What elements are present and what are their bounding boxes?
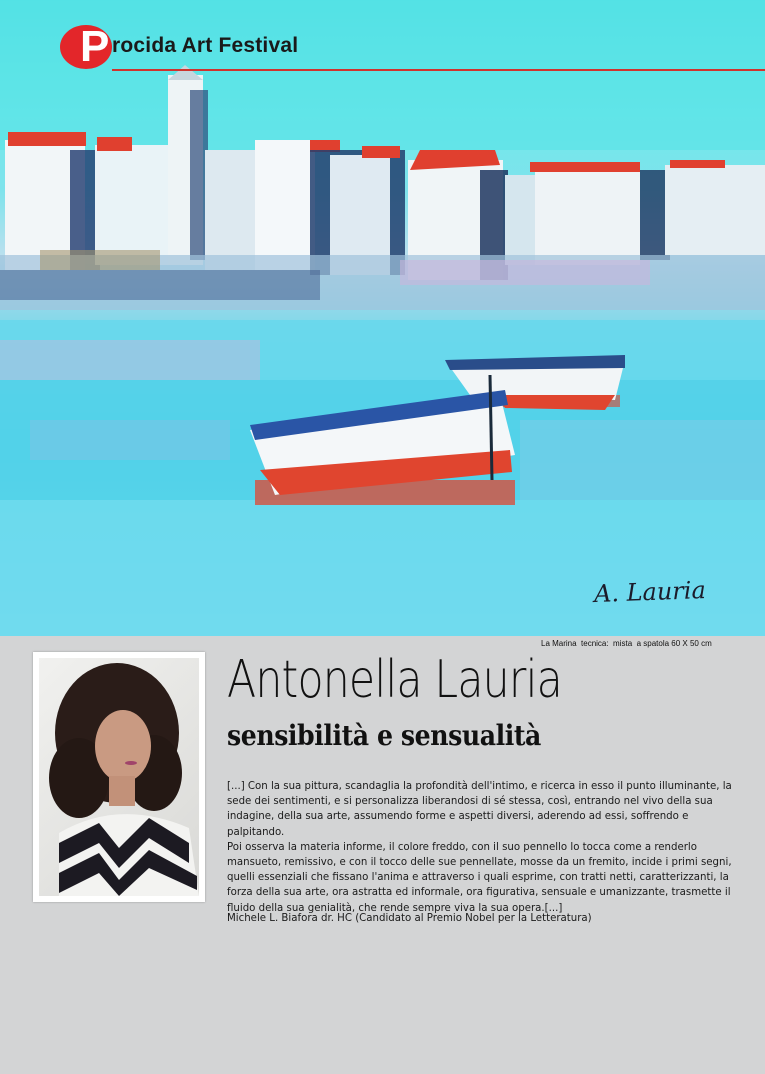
article-paragraph-2: Poi osserva la materia informe, il colore freddo, con il suo pennello lo tocca come a renderlo mansueto, remissivo, e con il tocco delle sue pennellate, mosse da un fremito, incide i primi segni, quelli essenziali che fissano l'anima e attraverso i quali esprime, con tratti netti, caratterizzanti, la forza della sua arte, ora astratta ed informale, ora figurativa, sensuale e umanizzante, trasmette il fluido della sua genialità, che rende sempre viva la sua opera.[...] (227, 841, 732, 914)
artist-photo (39, 658, 199, 896)
article-body (227, 779, 732, 916)
festival-logo-letter: P (80, 22, 110, 71)
header-rule (112, 69, 765, 71)
festival-title: rocida Art Festival (112, 34, 299, 57)
painting-signature: A. Lauria (593, 576, 707, 608)
article-credit: Michele L. Biafora dr. HC (Candidato al Premio Nobel per la Letteratura) (227, 913, 592, 924)
header (0, 0, 765, 72)
article-paragraph-1: [...] Con la sua pittura, scandaglia la profondità dell'intimo, e ricerca in esso il punto illuminante, la sede dei sentimenti, e si personalizza liberandosi di sé stessa, così, entrando nel vivo della sua indagine, della sua arte, assumendo forme e aspetti diversi, aderendo ad essi, soffrendo e palpitando. (227, 781, 732, 838)
artist-name: Antonella Lauria (227, 650, 562, 710)
artist-photo-frame (33, 652, 205, 902)
article-subtitle: sensibilità e sensualità (227, 719, 541, 752)
painting-caption: La Marina tecnica: mista a spatola 60 X 50 cm (541, 639, 712, 648)
